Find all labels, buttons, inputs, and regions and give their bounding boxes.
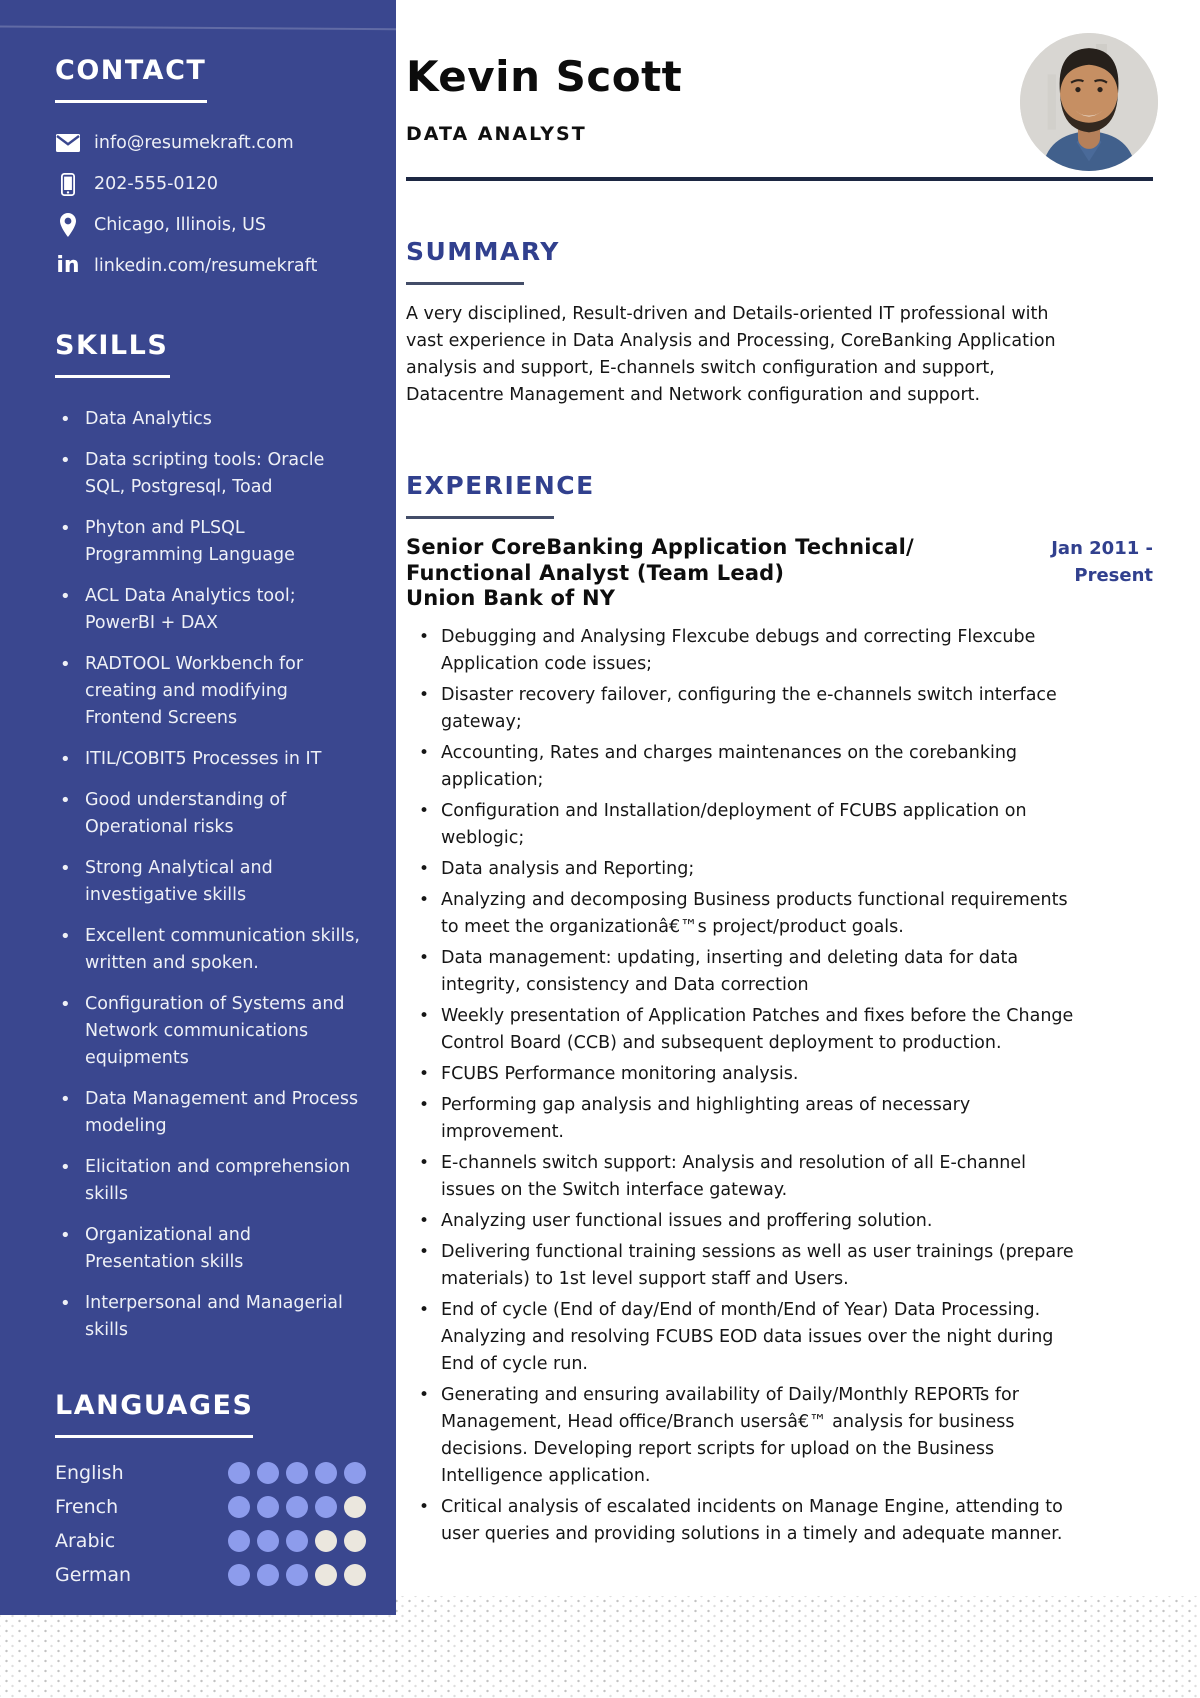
experience-bullet: • Disaster recovery failover, configuring the e-channels switch interface gateway; [406,682,1074,736]
skill-item: • Organizational and Presentation skills [55,1222,366,1276]
skill-item: • Strong Analytical and investigative skills [55,855,366,909]
language-level-dot [286,1564,308,1586]
language-level-dot [344,1530,366,1552]
language-name: French [55,1496,119,1518]
language-level-dots [228,1530,366,1552]
language-row [55,1564,366,1586]
experience-bullet: • Data management: updating, inserting and deleting data for data integrity, consistency and Data correction [406,945,1074,999]
main-column [396,0,1200,1618]
skills-heading: SKILLS [55,330,169,361]
language-level-dots [228,1564,366,1586]
skills-list [55,406,366,1344]
language-level-dots [228,1496,366,1518]
skill-item: • ACL Data Analytics tool; PowerBI + DAX [55,583,366,637]
experience-bullet: • Data analysis and Reporting; [406,856,1074,883]
profile-photo [1020,33,1158,171]
job-date-range: Jan 2011 - Present [1051,538,1153,586]
contact-section [55,55,366,278]
summary-section [406,237,1153,409]
contact-item [55,213,366,237]
contact-text: Chicago, Illinois, US [94,215,267,235]
language-row [55,1462,366,1484]
skills-heading-underline [55,375,170,378]
language-name: Arabic [55,1530,116,1552]
skill-item: • Data scripting tools: Oracle SQL, Postgresql, Toad [55,447,366,501]
experience-bullet: • Performing gap analysis and highlighting areas of necessary improvement. [406,1092,1074,1146]
experience-section [406,471,1153,1548]
experience-bullet: • Analyzing user functional issues and proffering solution. [406,1208,1074,1235]
skill-item: • ITIL/COBIT5 Processes in IT [55,746,366,773]
contact-item [55,172,366,196]
languages-section [55,1390,366,1586]
language-level-dot [228,1462,250,1484]
language-name: English [55,1462,124,1484]
skill-item: • RADTOOL Workbench for creating and modifying Frontend Screens [55,651,366,732]
experience-bullet: • Delivering functional training sessions as well as user trainings (prepare materials) to 1st level support staff and Users. [406,1239,1074,1293]
language-level-dots [228,1462,366,1484]
language-level-dot [344,1496,366,1518]
skill-item: • Phyton and PLSQL Programming Language [55,515,366,569]
language-level-dot [344,1462,366,1484]
job-title: Senior CoreBanking Application Technical/ Functional Analyst (Team Lead) [406,535,914,585]
summary-heading: SUMMARY [406,237,560,266]
experience-heading: EXPERIENCE [406,471,595,500]
contact-text: info@resumekraft.com [94,133,294,153]
language-level-dot [257,1564,279,1586]
linkedin-glyph: in [56,253,80,278]
contact-item [55,254,366,278]
language-level-dot [286,1496,308,1518]
language-level-dot [315,1462,337,1484]
experience-bullet: • End of cycle (End of day/End of month/End of Year) Data Processing. Analyzing and resolving FCUBS EOD data issues over the night during End of cycle run. [406,1297,1074,1378]
header-rule [406,177,1153,181]
skill-item: • Good understanding of Operational risks [55,787,366,841]
languages-list [55,1462,366,1586]
experience-bullet: • Debugging and Analysing Flexcube debugs and correcting Flexcube Application code issues; [406,624,1074,678]
language-level-dot [315,1496,337,1518]
skill-item: • Configuration of Systems and Network communications equipments [55,991,366,1072]
skill-item: • Excellent communication skills, written and spoken. [55,923,366,977]
language-name: German [55,1564,132,1586]
person-name: Kevin Scott [406,52,683,101]
experience-bullet: • FCUBS Performance monitoring analysis. [406,1061,1074,1088]
language-level-dot [228,1530,250,1552]
language-level-dot [344,1564,366,1586]
contact-item [55,131,366,155]
contact-heading-underline [55,100,207,103]
pin-icon [55,213,81,237]
language-level-dot [315,1564,337,1586]
language-row [55,1530,366,1552]
summary-heading-underline [406,282,524,285]
skill-item: • Data Analytics [55,406,366,433]
language-level-dot [257,1530,279,1552]
job-header [406,535,1153,612]
skill-item: • Data Management and Process modeling [55,1086,366,1140]
person-job-title: DATA ANALYST [406,123,587,145]
skills-section [55,330,366,1344]
language-level-dot [257,1496,279,1518]
language-level-dot [286,1462,308,1484]
mail-icon [55,131,81,155]
job-company: Union Bank of NY [406,586,616,611]
language-row [55,1496,366,1518]
language-level-dot [286,1530,308,1552]
skill-item: • Interpersonal and Managerial skills [55,1290,366,1344]
profile-photo-illustration [1020,33,1158,171]
experience-bullet: • Weekly presentation of Application Patches and fixes before the Change Control Board (CCB) and subsequent deployment to production. [406,1003,1074,1057]
experience-bullet: • Generating and ensuring availability of Daily/Monthly REPORTs for Management, Head office/Branch usersâ€™ analysis for business decisions. Developing report scripts for upload on the Business Intelligence application. [406,1382,1074,1490]
job-title-block [406,535,1026,612]
experience-bullet-list [406,624,1074,1548]
experience-bullet: • Critical analysis of escalated incidents on Manage Engine, attending to user queries and providing solutions in a timely and adequate manner. [406,1494,1074,1548]
phone-icon [55,172,81,196]
language-level-dot [257,1462,279,1484]
languages-heading: LANGUAGES [55,1390,254,1421]
contact-text: linkedin.com/resumekraft [94,256,318,276]
contact-heading: CONTACT [55,55,207,86]
contact-text: 202-555-0120 [94,174,218,194]
language-level-dot [228,1496,250,1518]
languages-heading-underline [55,1435,253,1438]
skill-item: • Elicitation and comprehension skills [55,1154,366,1208]
contact-list [55,131,366,278]
experience-bullet: • Analyzing and decomposing Business products functional requirements to meet the organizationâ€™s project/product goals. [406,887,1074,941]
summary-text: A very disciplined, Result-driven and Details-oriented IT professional with vast experience in Data Analysis and Processing, CoreBanking Application analysis and support, E-channels switch configuration and support, Datacentre Management and Network configuration and support. [406,304,1056,405]
experience-heading-underline [406,516,554,519]
experience-bullet: • E-channels switch support: Analysis and resolution of all E-channel issues on the Switch interface gateway. [406,1150,1074,1204]
experience-bullet: • Configuration and Installation/deployment of FCUBS application on weblogic; [406,798,1074,852]
linkedin-icon [55,254,81,278]
sidebar [0,0,396,1615]
language-level-dot [315,1530,337,1552]
language-level-dot [228,1564,250,1586]
experience-bullet: • Accounting, Rates and charges maintenances on the corebanking application; [406,740,1074,794]
